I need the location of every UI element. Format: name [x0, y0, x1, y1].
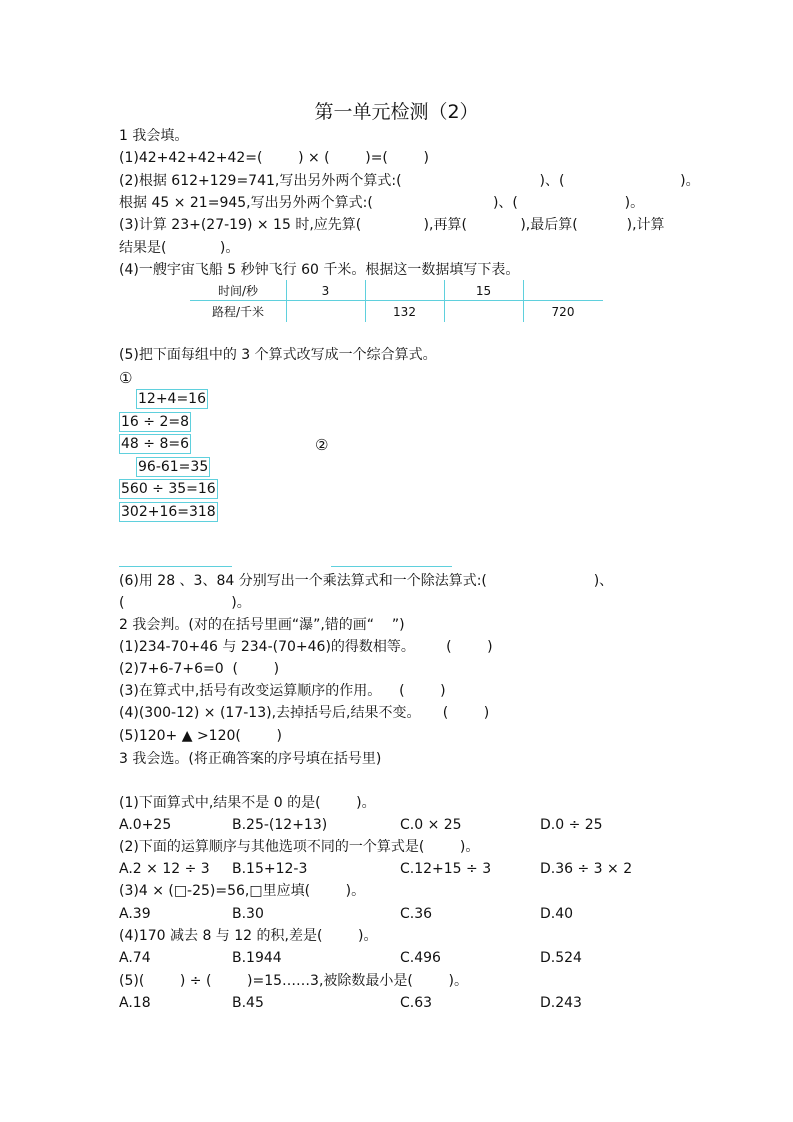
option-c[interactable]: C.0 × 25 [400, 817, 462, 833]
table-row1-label: 时间/秒 [217, 284, 259, 298]
option-d[interactable]: D.243 [540, 995, 582, 1011]
page-title: 第一单元检测（2） [314, 101, 479, 123]
question-1-5: (5)把下面每组中的 3 个算式改写成一个综合算式。 [119, 347, 437, 363]
equation-box: 302+16=318 [121, 504, 216, 520]
answer-line-2[interactable] [331, 566, 452, 567]
group2-marker: ② [315, 436, 329, 454]
table-cell[interactable]: 3 [321, 284, 330, 298]
option-a[interactable]: A.39 [119, 906, 151, 922]
choice-question-5: (5)( ) ÷ ( )=15……3,被除数最小是( )。 [119, 973, 468, 989]
question-1-3b: 结果是( )。 [119, 240, 240, 256]
option-c[interactable]: C.496 [400, 950, 441, 966]
table-row2-label: 路程/千米 [211, 305, 265, 319]
option-c[interactable]: C.12+15 ÷ 3 [400, 861, 492, 877]
option-b[interactable]: B.30 [232, 906, 264, 922]
option-c[interactable]: C.36 [400, 906, 433, 922]
option-a[interactable]: A.74 [119, 950, 151, 966]
choice-question-1: (1)下面算式中,结果不是 0 的是( )。 [119, 795, 376, 811]
question-1-6a: (6)用 28 、3、84 分别写出一个乘法算式和一个除法算式:( )、 [119, 573, 614, 589]
answer-line-1[interactable] [119, 566, 232, 567]
question-1-2b: 根据 45 × 21=945,写出另外两个算式:( )、( )。 [119, 195, 645, 211]
table-cell[interactable]: 132 [393, 305, 416, 319]
judge-item-5: (5)120+ ▲ >120( ) [119, 728, 282, 744]
equation-box: 16 ÷ 2=8 [121, 414, 189, 430]
option-b[interactable]: B.1944 [232, 950, 282, 966]
choice-question-3: (3)4 × (□-25)=56,□里应填( )。 [119, 883, 366, 899]
judge-item-4: (4)(300-12) × (17-13),去掉括号后,结果不变。 ( ) [119, 705, 490, 721]
speed-table [190, 280, 603, 322]
choice-question-2: (2)下面的运算顺序与其他选项不同的一个算式是( )。 [119, 839, 480, 855]
table-cell[interactable]: 720 [551, 305, 575, 319]
option-d[interactable]: D.524 [540, 950, 582, 966]
equation-box: 560 ÷ 35=16 [121, 481, 216, 497]
group1-marker: ① [119, 369, 133, 387]
option-c[interactable]: C.63 [400, 995, 433, 1011]
section2-heading: 2 我会判。(对的在括号里画“瀑”,错的画“ ”) [119, 617, 405, 633]
option-a[interactable]: A.18 [119, 995, 151, 1011]
equation-box: 12+4=16 [138, 391, 206, 407]
judge-item-3: (3)在算式中,括号有改变运算顺序的作用。 ( ) [119, 683, 446, 699]
question-1-1: (1)42+42+42+42=( ) × ( )=( ) [119, 150, 429, 166]
question-1-2a: (2)根据 612+129=741,写出另外两个算式:( )、( )。 [119, 173, 700, 189]
question-1-4: (4)一艘宇宙飞船 5 秒钟飞行 60 千米。根据这一数据填写下表。 [119, 262, 520, 278]
judge-item-2: (2)7+6-7+6=0 ( ) [119, 661, 280, 677]
judge-item-1: (1)234-70+46 与 234-(70+46)的得数相等。 ( ) [119, 639, 493, 655]
option-a[interactable]: A.2 × 12 ÷ 3 [119, 861, 210, 877]
question-1-3a: (3)计算 23+(27-19) × 15 时,应先算( ),再算( ),最后算( ),计算 [119, 217, 665, 233]
table-divider [190, 300, 603, 301]
question-1-6b: ( )。 [119, 595, 251, 611]
option-d[interactable]: D.36 ÷ 3 × 2 [540, 861, 633, 877]
choice-question-4: (4)170 减去 8 与 12 的积,差是( )。 [119, 928, 378, 944]
option-d[interactable]: D.0 ÷ 25 [540, 817, 603, 833]
option-a[interactable]: A.0+25 [119, 817, 172, 833]
table-cell[interactable]: 15 [475, 284, 492, 298]
section3-heading: 3 我会选。(将正确答案的序号填在括号里) [119, 751, 382, 767]
option-b[interactable]: B.25-(12+13) [232, 817, 328, 833]
option-d[interactable]: D.40 [540, 906, 574, 922]
equation-box: 48 ÷ 8=6 [121, 436, 189, 452]
option-b[interactable]: B.45 [232, 995, 264, 1011]
option-b[interactable]: B.15+12-3 [232, 861, 308, 877]
equation-box: 96-61=35 [138, 459, 209, 475]
section1-heading: 1 我会填。 [119, 128, 189, 144]
